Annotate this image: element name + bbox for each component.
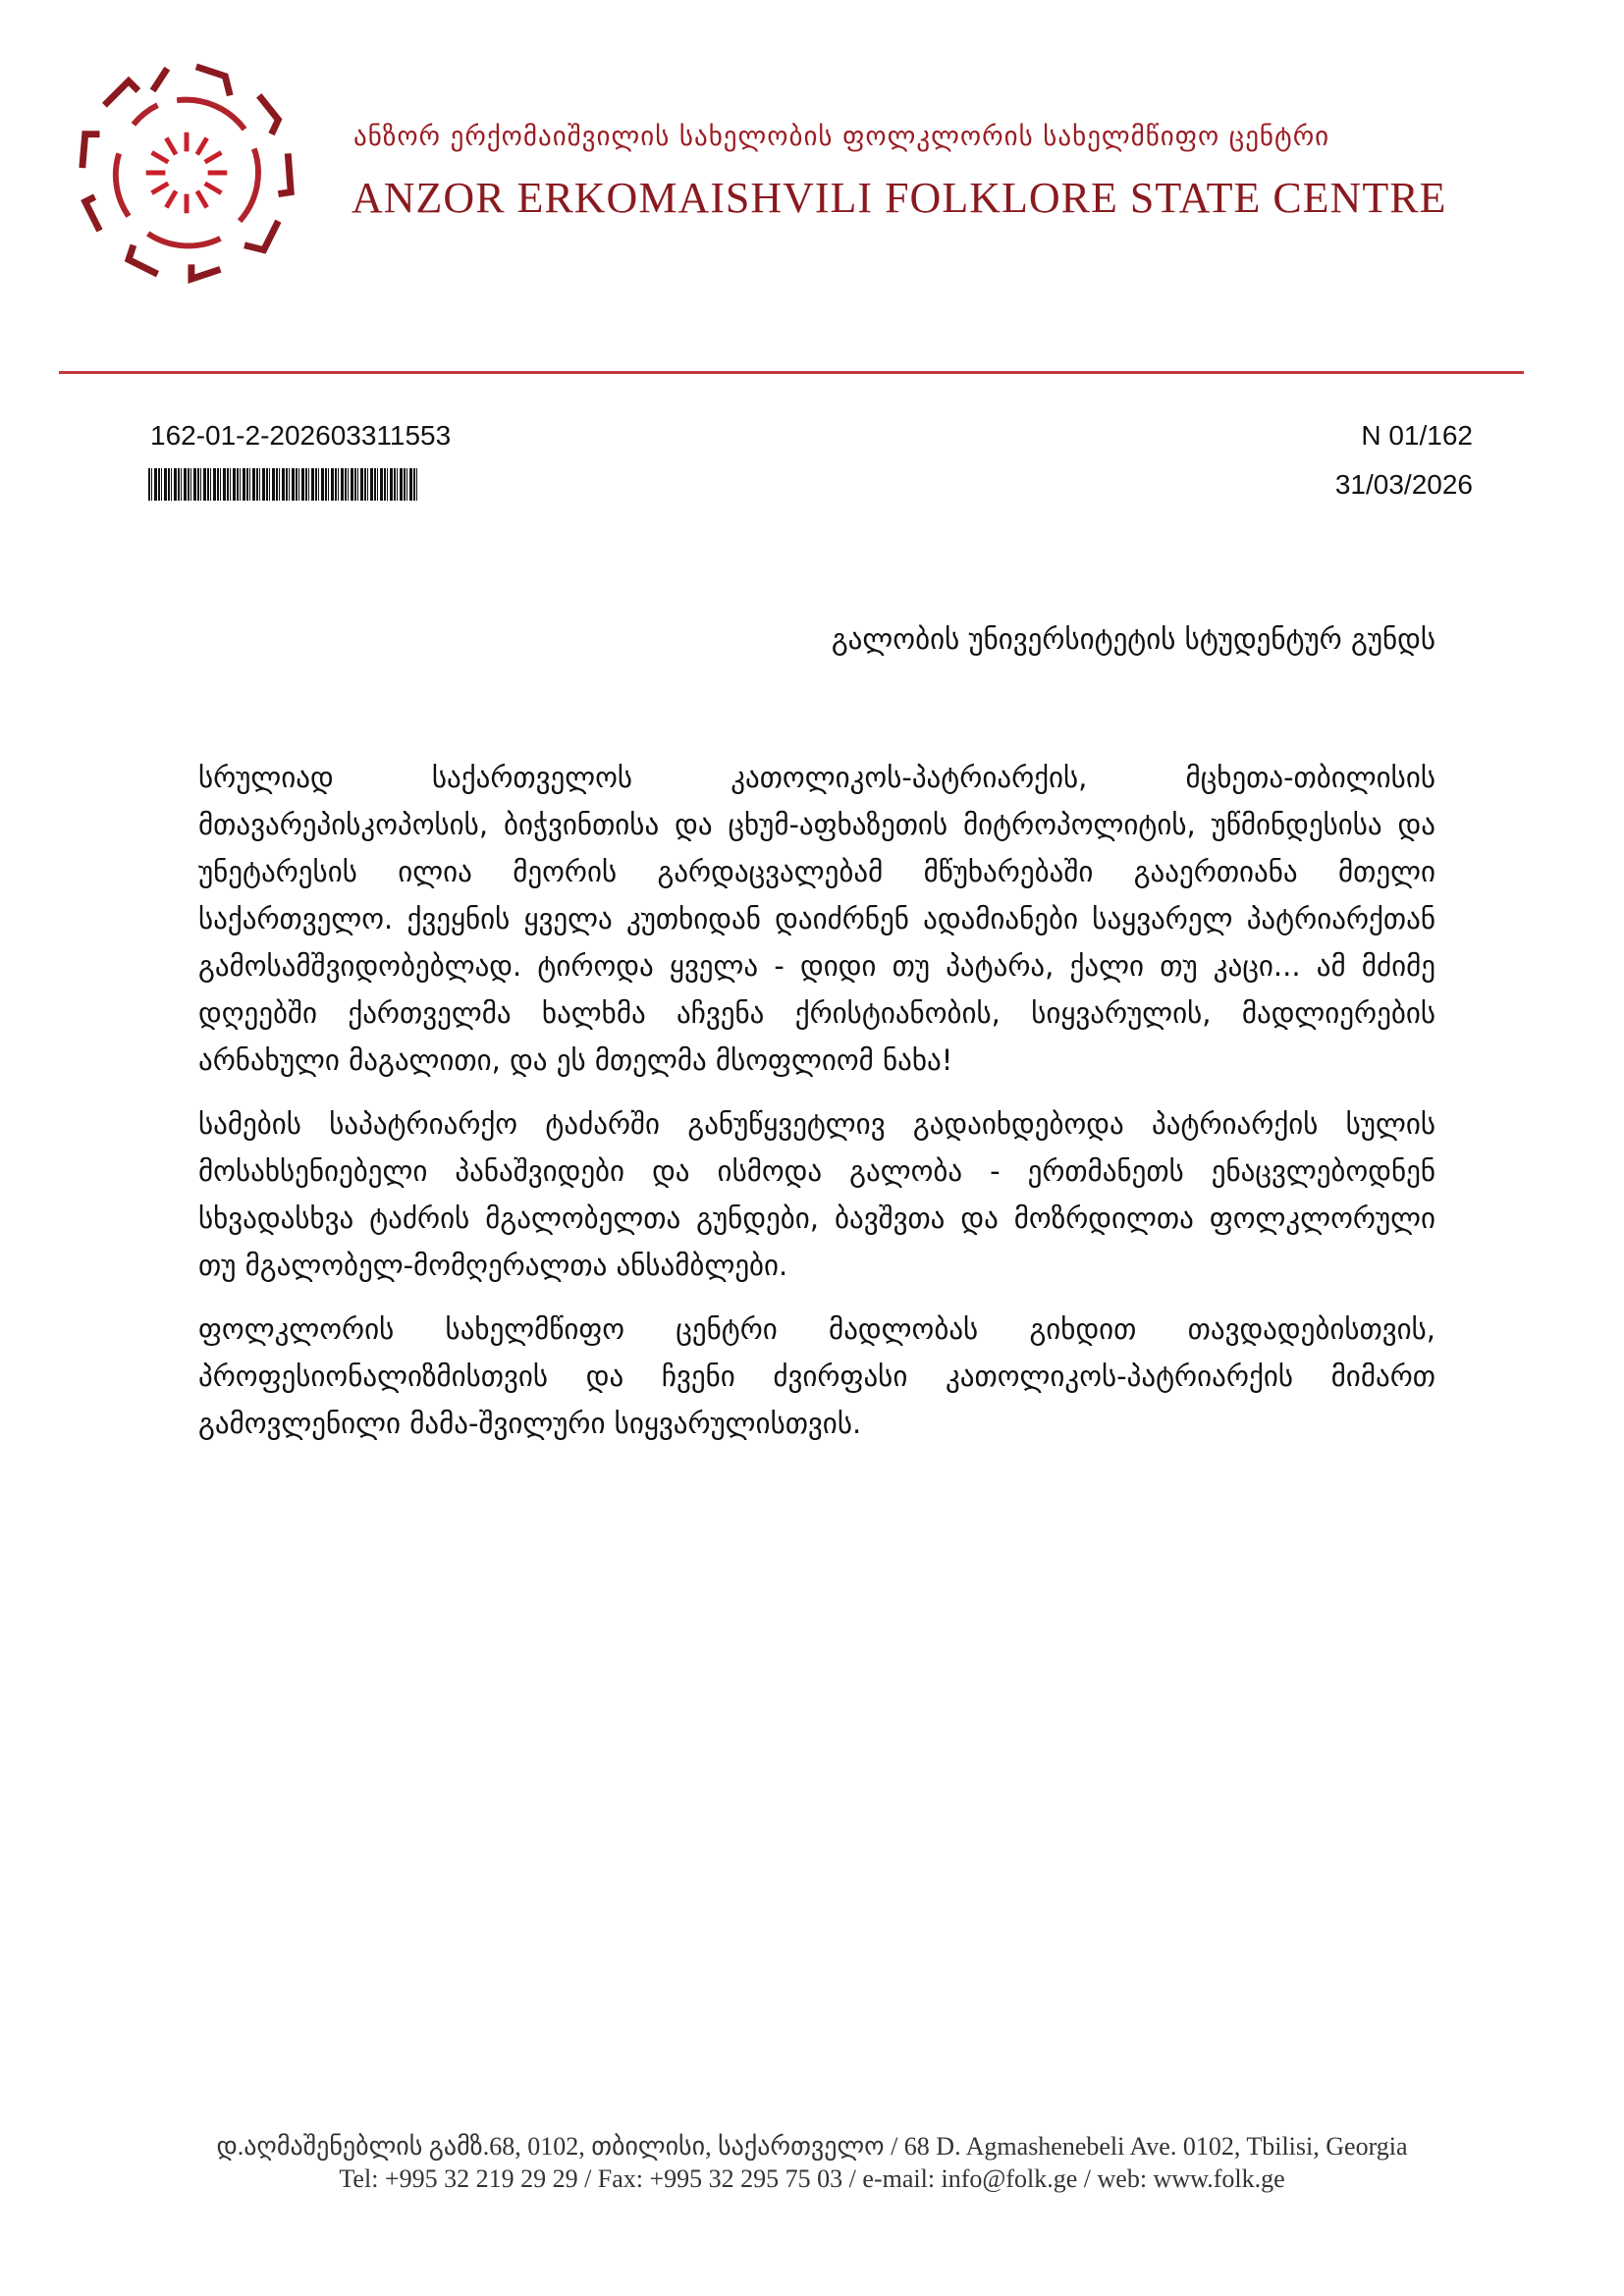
document-date: 31/03/2026 <box>1334 469 1473 500</box>
organization-name-georgian: ანზორ ერქომაიშვილის სახელობის ფოლკლორის სახელმწიფო ცენტრი <box>353 122 1330 152</box>
header-divider <box>59 371 1524 374</box>
body-paragraph: ფოლკლორის სახელმწიფო ცენტრი მადლობას გიხდით თავდადებისთვის, პროფესიონალიზმისთვის და ჩვენი ძვირფასი კათოლიკოს-პატრიარქის მიმართ გამოვლენილი მამა-შვილური სიყვარულისთვის. <box>198 1312 1435 1440</box>
body-paragraph: სამების საპატრიარქო ტაძარში განუწყვეტლივ გადაიხდებოდა პატრიარქის სულის მოსახსენიებელი პანაშვიდები და ისმოდა გალობა - ერთმანეთს ენაცვლებოდნენ სხვადასხვა ტაძრის მგალობელთა გუნდები, ბავშვთა და მოზრდილთა ფოლკლორული თუ მგალობელ-მომღერალთა ანსამბლები. <box>198 1107 1435 1282</box>
footer <box>0 2130 1624 2195</box>
footer-address: დ.აღმაშენებლის გამზ.68, 0102, თბილისი, საქართველო / 68 D. Agmashenebeli Ave. 0102, Tbilisi, Georgia <box>216 2132 1408 2161</box>
addressee: გალობის უნივერსიტეტის სტუდენტურ გუნდს <box>831 622 1435 656</box>
body-paragraph: სრულიად საქართველოს კათოლიკოს-პატრიარქის, მცხეთა-თბილისის მთავარეპისკოპოსის, ბიჭვინთისა და ცხუმ-აფხაზეთის მიტროპოლიტის, უწმინდესისა და უნეტარესის ილია მეორის გარდაცვალებამ მწუხარებაში გააერთიანა მთელი საქართველო. ქვეყნის ყველა კუთხიდან დაიძრნენ ადამიანები საყვარელ პატრიარქთან გამოსამშვიდობებლად. ტიროდა ყველა - დიდი თუ პატარა, ქალი თუ კაცი... ამ მძიმე დღეებში ქართველმა ხალხმა აჩვენა ქრისტიანობის, სიყვარულის, მადლიერების არნახული მაგალითი, და ეს მთელმა მსოფლიომ ნახა! <box>198 761 1435 1077</box>
footer-contacts: Tel: +995 32 219 29 29 / Fax: +995 32 295 75 03 / e-mail: info@folk.ge / web: www.folk.ge <box>339 2164 1285 2193</box>
document-number: N 01/162 <box>1361 420 1473 451</box>
letter-body <box>198 754 1435 1464</box>
barcode <box>148 468 417 501</box>
registration-number: 162-01-2-202603311553 <box>150 420 452 451</box>
folklore-centre-logo <box>71 57 302 289</box>
organization-name-english: ANZOR ERKOMAISHVILI FOLKLORE STATE CENTRE <box>352 174 1447 222</box>
